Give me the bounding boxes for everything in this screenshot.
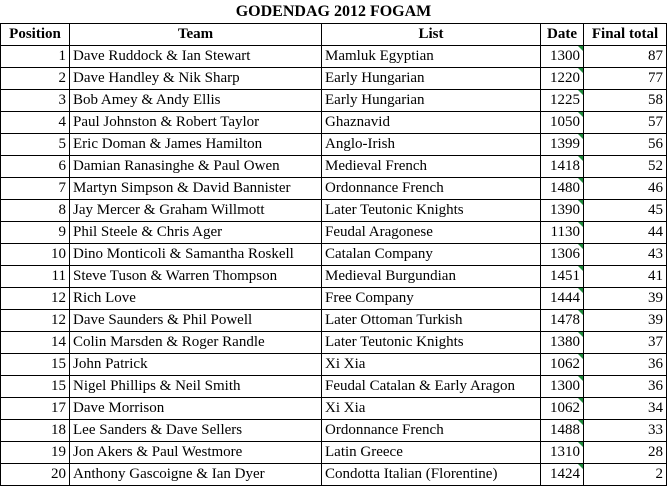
list-cell-value: Ordonnance French	[325, 180, 444, 196]
comment-indicator-icon[interactable]	[578, 222, 583, 227]
list-cell-value: Feudal Catalan & Early Aragon	[325, 378, 515, 394]
date-cell[interactable]	[541, 442, 584, 464]
results-table	[0, 23, 667, 486]
comment-indicator-icon[interactable]	[578, 90, 583, 95]
date-cell-value: 1062	[550, 400, 580, 416]
comment-indicator-icon[interactable]	[578, 68, 583, 73]
date-cell-value: 1300	[550, 378, 580, 394]
final-total-cell[interactable]	[584, 332, 667, 354]
list-cell[interactable]	[322, 244, 541, 266]
final-total-cell-value: 39	[648, 290, 663, 306]
position-cell[interactable]	[1, 134, 70, 156]
comment-indicator-icon[interactable]	[578, 178, 583, 183]
table-row	[1, 156, 667, 178]
date-cell[interactable]	[541, 68, 584, 90]
comment-indicator-icon[interactable]	[578, 288, 583, 293]
list-cell[interactable]	[322, 288, 541, 310]
table-row	[1, 354, 667, 376]
table-row	[1, 442, 667, 464]
sheet-title: GODENDAG 2012 FOGAM	[235, 3, 432, 20]
team-cell-value: Eric Doman & James Hamilton	[73, 136, 263, 152]
comment-indicator-icon[interactable]	[578, 442, 583, 447]
list-cell-value: Mamluk Egyptian	[325, 48, 434, 64]
team-cell-value: Bob Amey & Andy Ellis	[73, 92, 221, 108]
team-cell[interactable]	[70, 90, 322, 112]
position-cell-value: 3	[58, 92, 66, 108]
comment-indicator-icon[interactable]	[578, 244, 583, 249]
team-cell-value: Dave Saunders & Phil Powell	[73, 312, 253, 328]
list-cell-value: Ghaznavid	[325, 114, 390, 130]
list-cell-value: Ordonnance French	[325, 422, 444, 438]
position-cell-value: 5	[58, 136, 66, 152]
list-cell-value: Later Teutonic Knights	[325, 334, 464, 350]
team-cell-value: Jay Mercer & Graham Willmott	[73, 202, 265, 218]
final-total-cell[interactable]	[584, 68, 667, 90]
list-cell[interactable]	[322, 420, 541, 442]
table-body	[1, 46, 667, 486]
table-row	[1, 420, 667, 442]
list-cell[interactable]	[322, 222, 541, 244]
team-cell[interactable]	[70, 354, 322, 376]
final-total-cell-value: 36	[648, 356, 663, 372]
final-total-cell-value: 28	[648, 444, 663, 460]
team-cell-value: Phil Steele & Chris Ager	[73, 224, 223, 240]
table-row	[1, 222, 667, 244]
list-cell-value: Later Teutonic Knights	[325, 202, 464, 218]
position-cell-value: 7	[58, 180, 66, 196]
position-cell-value: 1	[58, 48, 66, 64]
header-date[interactable]: Date	[541, 24, 584, 46]
list-cell[interactable]	[322, 46, 541, 68]
date-cell-value: 1478	[550, 312, 580, 328]
final-total-cell-value: 44	[648, 224, 663, 240]
comment-indicator-icon[interactable]	[578, 112, 583, 117]
team-cell-value: Dave Handley & Nik Sharp	[73, 70, 240, 86]
table-row	[1, 376, 667, 398]
position-cell[interactable]	[1, 354, 70, 376]
list-cell[interactable]	[322, 464, 541, 486]
team-cell-value: Paul Johnston & Robert Taylor	[73, 114, 260, 130]
team-cell-value: Rich Love	[73, 290, 136, 306]
team-cell[interactable]	[70, 244, 322, 266]
table-row	[1, 244, 667, 266]
date-cell[interactable]	[541, 420, 584, 442]
date-cell-value: 1220	[550, 70, 580, 86]
list-cell-value: Condotta Italian (Florentine)	[325, 466, 498, 482]
position-cell-value: 8	[58, 202, 66, 218]
team-cell[interactable]	[70, 46, 322, 68]
list-cell[interactable]	[322, 134, 541, 156]
comment-indicator-icon[interactable]	[578, 310, 583, 315]
table-row	[1, 200, 667, 222]
date-cell[interactable]	[541, 112, 584, 134]
position-cell-value: 11	[51, 268, 66, 284]
list-cell-value: Medieval Burgundian	[325, 268, 456, 284]
position-cell[interactable]	[1, 288, 70, 310]
final-total-cell[interactable]	[584, 46, 667, 68]
final-total-cell[interactable]	[584, 288, 667, 310]
date-cell[interactable]	[541, 178, 584, 200]
table-row	[1, 332, 667, 354]
list-cell-value: Medieval French	[325, 158, 428, 174]
team-cell[interactable]	[70, 222, 322, 244]
date-cell-value: 1418	[550, 158, 580, 174]
date-cell-value: 1390	[550, 202, 580, 218]
final-total-cell-value: 2	[655, 466, 663, 482]
team-cell[interactable]	[70, 266, 322, 288]
list-cell-value: Later Ottoman Turkish	[325, 312, 463, 328]
team-cell-value: Colin Marsden & Roger Randle	[73, 334, 265, 350]
header-final-total[interactable]: Final total	[584, 24, 667, 46]
comment-indicator-icon[interactable]	[578, 398, 583, 403]
final-total-cell[interactable]	[584, 354, 667, 376]
table-row	[1, 46, 667, 68]
date-cell[interactable]	[541, 464, 584, 486]
team-cell[interactable]	[70, 288, 322, 310]
date-cell-value: 1130	[550, 224, 580, 240]
table-row	[1, 68, 667, 90]
team-cell-value: Nigel Phillips & Neil Smith	[73, 378, 241, 394]
final-total-cell-value: 46	[648, 180, 663, 196]
position-cell[interactable]	[1, 244, 70, 266]
list-cell-value: Latin Greece	[325, 444, 403, 460]
comment-indicator-icon[interactable]	[578, 266, 583, 271]
position-cell[interactable]	[1, 112, 70, 134]
list-cell[interactable]	[322, 354, 541, 376]
final-total-cell[interactable]	[584, 244, 667, 266]
final-total-cell-value: 36	[648, 378, 663, 394]
date-cell-value: 1306	[550, 246, 580, 262]
final-total-cell[interactable]	[584, 222, 667, 244]
team-cell[interactable]	[70, 420, 322, 442]
date-cell-value: 1424	[550, 466, 580, 482]
team-cell[interactable]	[70, 112, 322, 134]
comment-indicator-icon[interactable]	[578, 376, 583, 381]
header-list[interactable]: List	[322, 24, 541, 46]
position-cell-value: 6	[58, 158, 66, 174]
final-total-cell-value: 56	[648, 136, 663, 152]
final-total-cell-value: 52	[648, 158, 663, 174]
position-cell-value: 19	[51, 444, 66, 460]
position-cell[interactable]	[1, 420, 70, 442]
list-cell[interactable]	[322, 90, 541, 112]
team-cell-value: Martyn Simpson & David Bannister	[73, 180, 291, 196]
team-cell[interactable]	[70, 310, 322, 332]
final-total-cell[interactable]	[584, 178, 667, 200]
date-cell[interactable]	[541, 310, 584, 332]
position-cell[interactable]	[1, 376, 70, 398]
team-cell-value: Dave Morrison	[73, 400, 165, 416]
team-cell-value: Lee Sanders & Dave Sellers	[73, 422, 243, 438]
team-cell[interactable]	[70, 134, 322, 156]
date-cell[interactable]	[541, 376, 584, 398]
position-cell-value: 12	[51, 312, 66, 328]
date-cell-value: 1050	[550, 114, 580, 130]
position-cell[interactable]	[1, 156, 70, 178]
date-cell-value: 1300	[550, 48, 580, 64]
date-cell-value: 1488	[550, 422, 580, 438]
final-total-cell[interactable]	[584, 200, 667, 222]
position-cell-value: 4	[58, 114, 66, 130]
list-cell[interactable]	[322, 178, 541, 200]
list-cell[interactable]	[322, 310, 541, 332]
date-cell[interactable]	[541, 398, 584, 420]
position-cell-value: 2	[58, 70, 66, 86]
position-cell[interactable]	[1, 332, 70, 354]
position-cell-value: 10	[51, 246, 66, 262]
table-row	[1, 464, 667, 486]
header-team[interactable]: Team	[70, 24, 322, 46]
date-cell[interactable]	[541, 200, 584, 222]
final-total-cell[interactable]	[584, 112, 667, 134]
position-cell[interactable]	[1, 310, 70, 332]
date-cell[interactable]	[541, 90, 584, 112]
date-cell-value: 1451	[550, 268, 580, 284]
final-total-cell[interactable]	[584, 310, 667, 332]
list-cell-value: Catalan Company	[325, 246, 433, 262]
position-cell[interactable]	[1, 178, 70, 200]
team-cell[interactable]	[70, 442, 322, 464]
final-total-cell[interactable]	[584, 442, 667, 464]
position-cell-value: 12	[51, 290, 66, 306]
list-cell-value: Xi Xia	[325, 400, 366, 416]
final-total-cell-value: 43	[648, 246, 663, 262]
position-cell-value: 14	[51, 334, 66, 350]
table-row	[1, 266, 667, 288]
header-row	[1, 24, 667, 46]
final-total-cell-value: 39	[648, 312, 663, 328]
date-cell[interactable]	[541, 134, 584, 156]
list-cell[interactable]	[322, 200, 541, 222]
date-cell[interactable]	[541, 244, 584, 266]
position-cell-value: 15	[51, 378, 66, 394]
comment-indicator-icon[interactable]	[578, 200, 583, 205]
comment-indicator-icon[interactable]	[578, 134, 583, 139]
team-cell-value: Damian Ranasinghe & Paul Owen	[73, 158, 280, 174]
date-cell[interactable]	[541, 354, 584, 376]
final-total-cell[interactable]	[584, 398, 667, 420]
date-cell-value: 1225	[550, 92, 580, 108]
list-cell[interactable]	[322, 398, 541, 420]
list-cell[interactable]	[322, 112, 541, 134]
final-total-cell-value: 58	[648, 92, 663, 108]
final-total-cell-value: 33	[648, 422, 663, 438]
team-cell-value: Steve Tuson & Warren Thompson	[73, 268, 278, 284]
final-total-cell[interactable]	[584, 134, 667, 156]
final-total-cell-value: 41	[648, 268, 663, 284]
date-cell[interactable]	[541, 156, 584, 178]
list-cell-value: Free Company	[325, 290, 414, 306]
team-cell[interactable]	[70, 398, 322, 420]
date-cell-value: 1062	[550, 356, 580, 372]
position-cell-value: 15	[51, 356, 66, 372]
date-cell-value: 1444	[550, 290, 580, 306]
comment-indicator-icon[interactable]	[578, 156, 583, 161]
final-total-cell-value: 77	[648, 70, 663, 86]
position-cell-value: 20	[51, 466, 66, 482]
final-total-cell[interactable]	[584, 420, 667, 442]
team-cell-value: Jon Akers & Paul Westmore	[73, 444, 243, 460]
list-cell-value: Xi Xia	[325, 356, 366, 372]
team-cell-value: Anthony Gascoigne & Ian Dyer	[73, 466, 265, 482]
team-cell[interactable]	[70, 178, 322, 200]
date-cell[interactable]	[541, 332, 584, 354]
table-row	[1, 310, 667, 332]
list-cell-value: Early Hungarian	[325, 70, 425, 86]
final-total-cell-value: 37	[648, 334, 663, 350]
date-cell-value: 1380	[550, 334, 580, 350]
list-cell[interactable]	[322, 332, 541, 354]
date-cell-value: 1310	[550, 444, 580, 460]
comment-indicator-icon[interactable]	[578, 354, 583, 359]
list-cell[interactable]	[322, 376, 541, 398]
table-row	[1, 398, 667, 420]
date-cell-value: 1480	[550, 180, 580, 196]
date-cell[interactable]	[541, 46, 584, 68]
final-total-cell[interactable]	[584, 266, 667, 288]
date-cell[interactable]	[541, 288, 584, 310]
position-cell-value: 9	[58, 224, 66, 240]
position-cell[interactable]	[1, 68, 70, 90]
comment-indicator-icon[interactable]	[578, 46, 583, 51]
list-cell-value: Feudal Aragonese	[325, 224, 433, 240]
comment-indicator-icon[interactable]	[578, 332, 583, 337]
final-total-cell-value: 87	[648, 48, 663, 64]
final-total-cell[interactable]	[584, 464, 667, 486]
position-cell[interactable]	[1, 200, 70, 222]
header-position[interactable]: Position	[1, 24, 70, 46]
table-row	[1, 288, 667, 310]
team-cell[interactable]	[70, 200, 322, 222]
date-cell[interactable]	[541, 222, 584, 244]
position-cell[interactable]	[1, 464, 70, 486]
final-total-cell[interactable]	[584, 90, 667, 112]
position-cell[interactable]	[1, 222, 70, 244]
position-cell[interactable]	[1, 46, 70, 68]
list-cell[interactable]	[322, 68, 541, 90]
team-cell-value: John Patrick	[73, 356, 148, 372]
final-total-cell[interactable]	[584, 156, 667, 178]
final-total-cell-value: 34	[648, 400, 663, 416]
date-cell-value: 1399	[550, 136, 580, 152]
comment-indicator-icon[interactable]	[578, 420, 583, 425]
team-cell[interactable]	[70, 156, 322, 178]
final-total-cell-value: 45	[648, 202, 663, 218]
position-cell[interactable]	[1, 442, 70, 464]
table-row	[1, 178, 667, 200]
list-cell[interactable]	[322, 156, 541, 178]
position-cell-value: 17	[51, 400, 66, 416]
table-row	[1, 112, 667, 134]
team-cell[interactable]	[70, 68, 322, 90]
date-cell[interactable]	[541, 266, 584, 288]
position-cell[interactable]	[1, 266, 70, 288]
final-total-cell-value: 57	[648, 114, 663, 130]
list-cell-value: Anglo-Irish	[325, 136, 395, 152]
team-cell-value: Dino Monticoli & Samantha Roskell	[73, 246, 294, 262]
table-row	[1, 90, 667, 112]
list-cell-value: Early Hungarian	[325, 92, 425, 108]
position-cell[interactable]	[1, 90, 70, 112]
team-cell[interactable]	[70, 464, 322, 486]
list-cell[interactable]	[322, 266, 541, 288]
list-cell[interactable]	[322, 442, 541, 464]
team-cell[interactable]	[70, 376, 322, 398]
position-cell[interactable]	[1, 398, 70, 420]
comment-indicator-icon[interactable]	[578, 464, 583, 469]
final-total-cell[interactable]	[584, 376, 667, 398]
team-cell[interactable]	[70, 332, 322, 354]
position-cell-value: 18	[51, 422, 66, 438]
table-row	[1, 134, 667, 156]
team-cell-value: Dave Ruddock & Ian Stewart	[73, 48, 251, 64]
